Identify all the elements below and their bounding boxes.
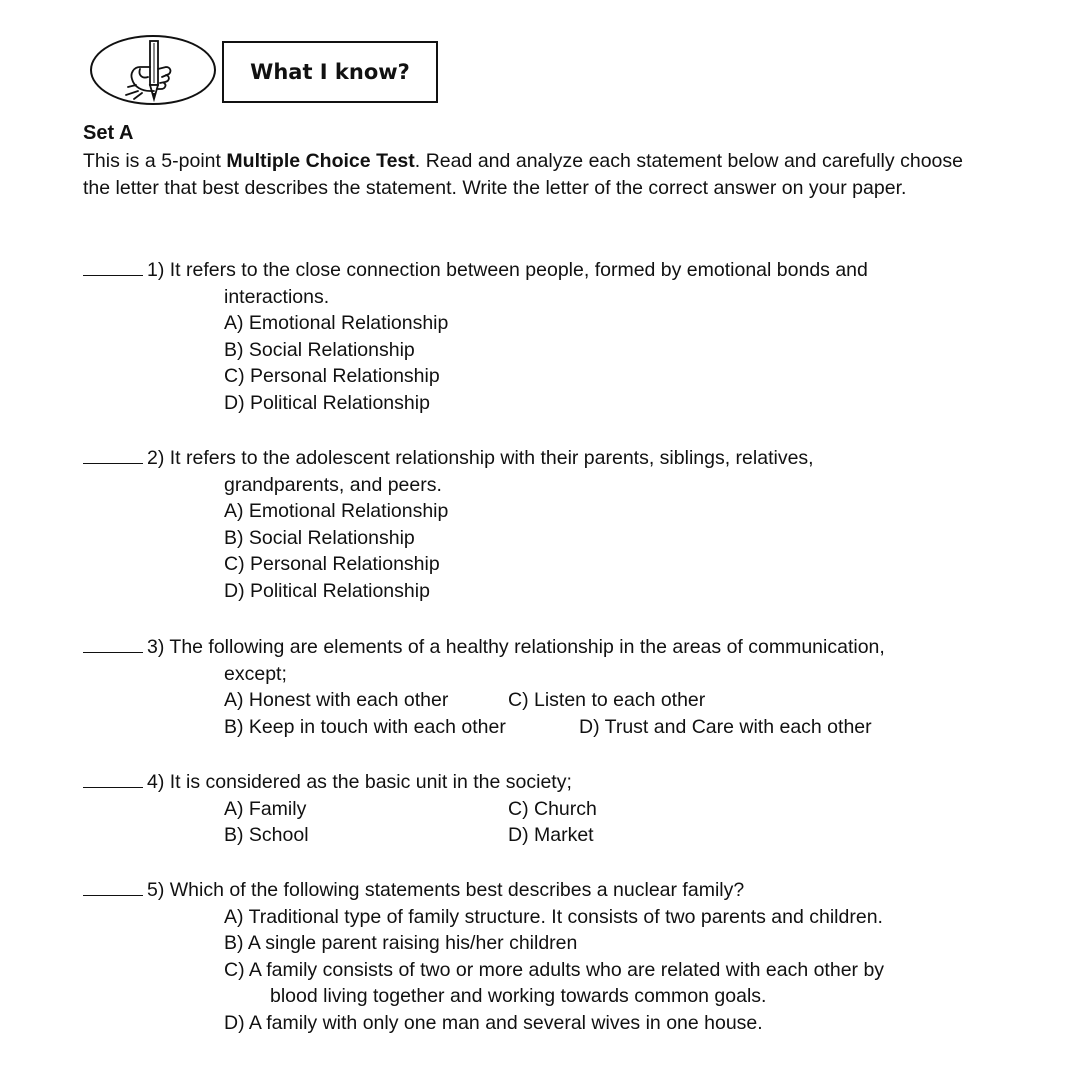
option-c: C) Listen to each other	[508, 689, 706, 711]
option-c: C) Personal Relationship	[224, 365, 440, 387]
option-a: A) Traditional type of family structure. It consists of two parents and children.	[224, 905, 883, 928]
question-3-stem-cont: except;	[224, 662, 287, 685]
logo-oval	[90, 35, 216, 105]
question-3-stem: 3) The following are elements of a healthy relationship in the areas of communication,	[147, 636, 885, 658]
options-row-2	[224, 822, 983, 849]
options-row-1	[224, 687, 983, 714]
option-b: B) Keep in touch with each other	[224, 715, 506, 738]
page-title: What I know?	[222, 41, 438, 103]
option-b: B) Social Relationship	[224, 338, 415, 361]
option-b: B) School	[224, 824, 309, 846]
options-row-2	[224, 714, 983, 741]
option-d: D) Market	[508, 824, 594, 846]
option-c: C) Personal Relationship	[224, 553, 440, 575]
option-c: C) Church	[508, 797, 597, 820]
option-c: C) A family consists of two or more adults who are related with each other by	[224, 958, 885, 981]
question-4	[83, 769, 983, 849]
hand-writing-pencil-icon	[120, 39, 186, 105]
option-d: D) Political Relationship	[224, 391, 430, 414]
instructions	[83, 148, 963, 201]
answer-blank-2[interactable]	[83, 445, 143, 464]
question-1	[83, 257, 983, 416]
answer-blank-1[interactable]	[83, 257, 143, 276]
option-d: D) Political Relationship	[224, 579, 430, 602]
option-c-cont: blood living together and working towards common goals.	[270, 985, 767, 1007]
option-a: A) Family	[224, 797, 307, 820]
answer-blank-5[interactable]	[83, 877, 143, 896]
question-4-stem: 4) It is considered as the basic unit in the society;	[147, 771, 572, 793]
instructions-text-start: This is a 5-point	[83, 150, 227, 172]
question-2-stem: 2) It refers to the adolescent relationship with their parents, siblings, relatives,	[147, 447, 814, 469]
question-1-stem-cont: interactions.	[224, 285, 330, 308]
option-a: A) Emotional Relationship	[224, 312, 449, 334]
instructions-bold: Multiple Choice Test	[226, 150, 415, 172]
question-2	[83, 445, 983, 604]
question-2-stem-cont: grandparents, and peers.	[224, 473, 442, 496]
question-3	[83, 634, 983, 740]
question-5-stem: 5) Which of the following statements best describes a nuclear family?	[147, 879, 745, 901]
option-b: B) A single parent raising his/her children	[224, 932, 578, 954]
option-a: A) Emotional Relationship	[224, 500, 449, 522]
question-1-stem: 1) It refers to the close connection between people, formed by emotional bonds and	[147, 259, 868, 281]
option-a: A) Honest with each other	[224, 689, 449, 711]
instructions-text-end: . Read and analyze each statement below and carefully choose the letter that best describes the statement. Write the letter of the correct answer on your paper.	[83, 150, 964, 199]
option-b: B) Social Relationship	[224, 526, 415, 549]
option-d: D) Trust and Care with each other	[579, 715, 872, 738]
answer-blank-3[interactable]	[83, 634, 143, 653]
set-title: Set A	[83, 122, 134, 144]
options-row-1	[224, 796, 983, 823]
option-d: D) A family with only one man and several wives in one house.	[224, 1011, 763, 1034]
answer-blank-4[interactable]	[83, 769, 143, 788]
question-5	[83, 877, 983, 1036]
